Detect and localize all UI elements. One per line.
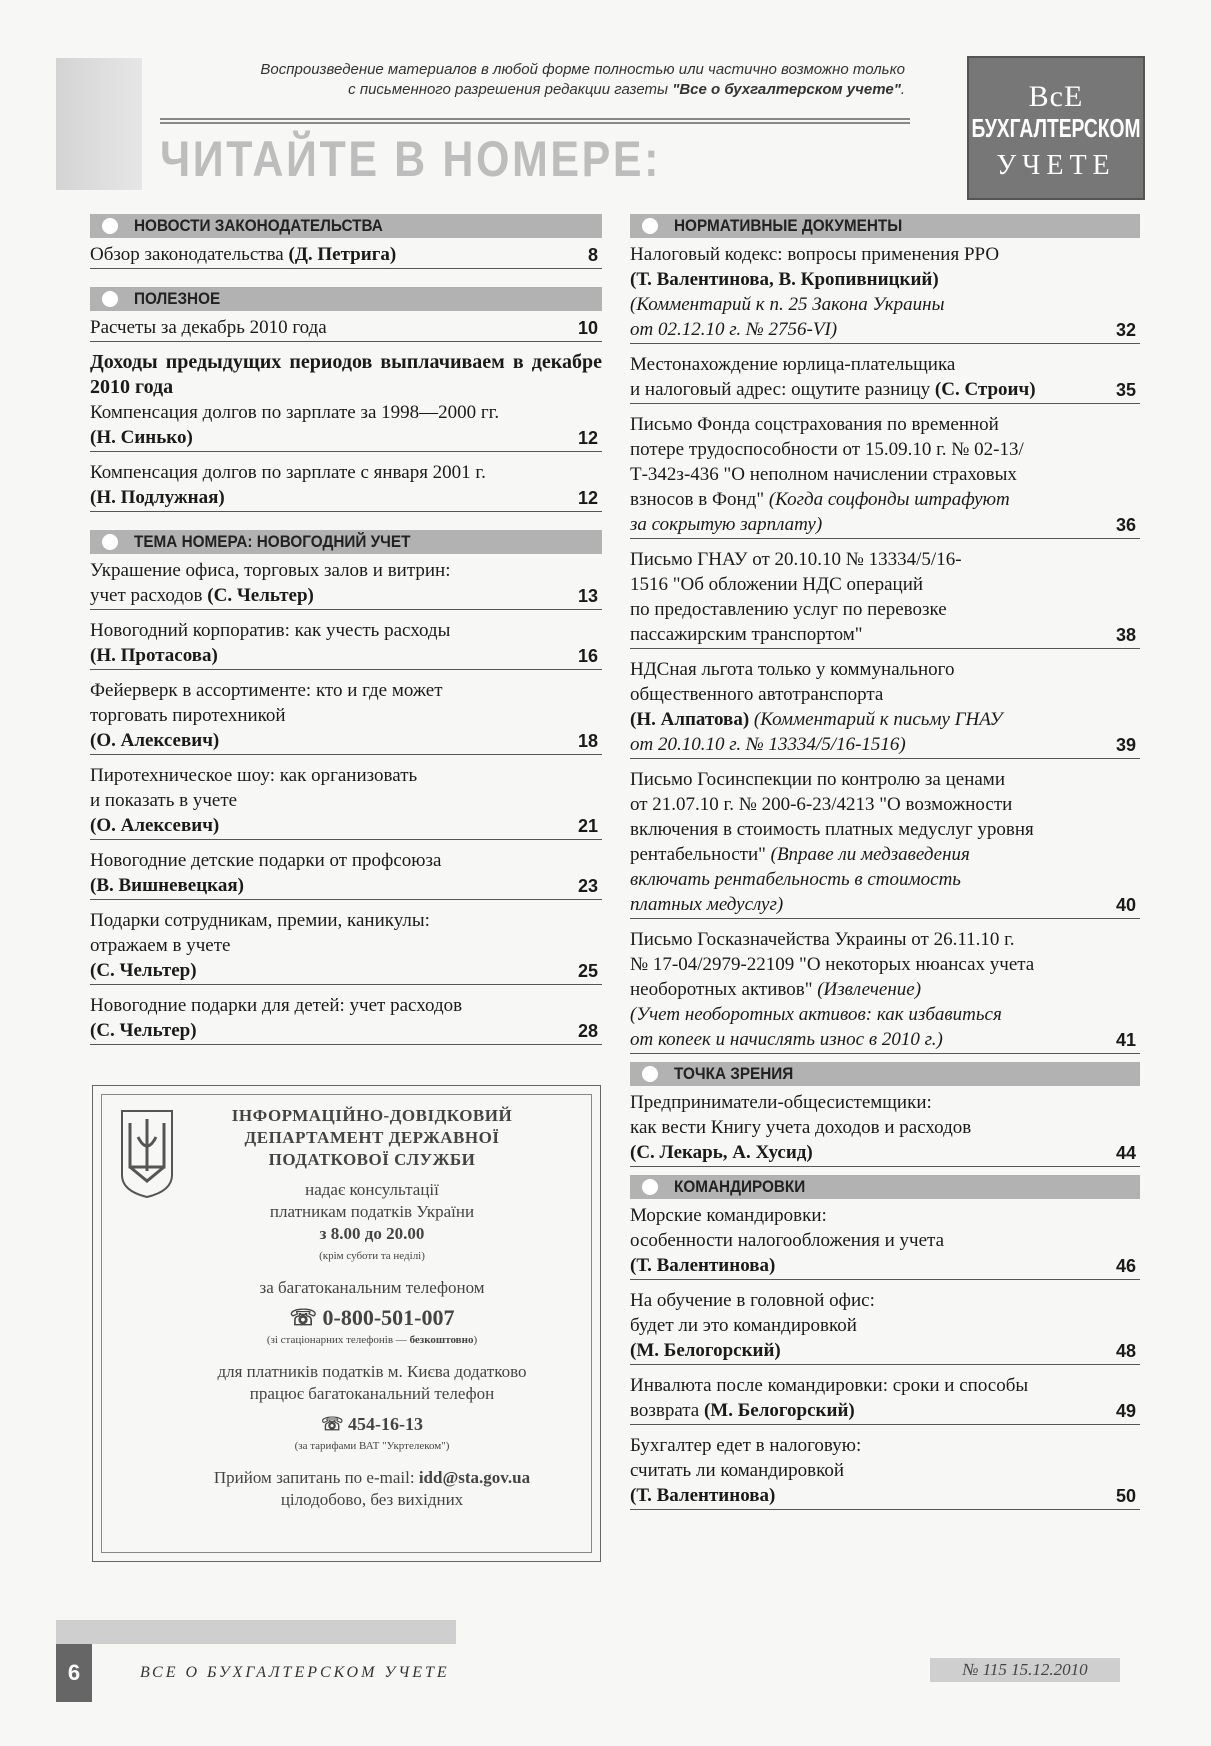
page-number: 13 xyxy=(577,586,598,606)
entry-title: необоротных активов" xyxy=(630,979,818,1000)
page-number: 21 xyxy=(577,816,598,836)
entry-author: (М. Белогорский) xyxy=(703,1400,855,1421)
section-header-trips xyxy=(630,1175,1140,1199)
toc-entry[interactable] xyxy=(630,657,1140,759)
entry-title: Расчеты за декабрь 2010 года xyxy=(90,317,327,338)
section-header-normative xyxy=(630,214,1140,238)
telephone-icon: ☏ xyxy=(289,1305,323,1330)
page-number: 48 xyxy=(1115,1341,1136,1361)
page-number: 10 xyxy=(577,318,598,338)
entry-title: включения в стоимость платных медуслуг уровня xyxy=(630,819,1034,840)
email-label: Прийом запитань по e-mail: xyxy=(213,1468,419,1487)
bullet-icon xyxy=(642,218,658,234)
info-line: надає консультації xyxy=(305,1180,439,1199)
entry-title: Налоговый кодекс: вопросы применения РРО xyxy=(630,244,1000,265)
entry-title: На обучение в головной офис: xyxy=(630,1290,875,1311)
footer-publication-name: ВСЕ О БУХГАЛТЕРСКОМ УЧЕТЕ xyxy=(140,1664,450,1681)
page-number: 46 xyxy=(1115,1256,1136,1276)
entry-author: (Т. Валентинова) xyxy=(630,1255,776,1276)
email-link[interactable]: idd@sta.gov.ua xyxy=(418,1468,531,1487)
section-header-newyear xyxy=(90,530,602,554)
info-except: (крім суботи та неділі) xyxy=(319,1250,425,1262)
entry-author: (Д. Петрига) xyxy=(288,244,397,265)
phone-1[interactable] xyxy=(202,1307,542,1329)
page-number: 28 xyxy=(577,1021,598,1041)
entry-title: Пиротехническое шоу: как организовать xyxy=(90,765,418,786)
footer-band xyxy=(56,1620,456,1644)
entry-title: от 21.07.10 г. № 200-6-23/4213 "О возможности xyxy=(630,794,1013,815)
phone-number: 454-16-13 xyxy=(348,1414,423,1434)
tax-service-info-box xyxy=(92,1085,601,1562)
phone-number: 0-800-501-007 xyxy=(322,1305,455,1330)
section-header-news xyxy=(90,214,602,238)
page-number: 12 xyxy=(577,428,598,448)
info-tariff: (за тарифами ВАТ "Укртелеком") xyxy=(294,1440,450,1452)
entry-title: Морские командировки: xyxy=(630,1205,827,1226)
toc-entry[interactable] xyxy=(630,1090,1140,1167)
free-bold: безкоштовно xyxy=(409,1334,474,1346)
toc-right-column xyxy=(630,214,1140,1518)
info-line: за багатоканальним телефоном xyxy=(259,1278,485,1297)
entry-author: (С. Лекарь, А. Хусид) xyxy=(630,1142,813,1163)
logo-top: ВсЕ xyxy=(1028,80,1084,113)
info-hours: з 8.00 до 20.00 xyxy=(319,1224,425,1243)
toc-entry[interactable] xyxy=(90,908,602,985)
ukraine-trident-icon xyxy=(120,1109,174,1199)
toc-entry[interactable] xyxy=(90,618,602,670)
info-line: для платників податків м. Києва додатково xyxy=(217,1362,527,1381)
entry-title: общественного автотранспорта xyxy=(630,684,884,705)
info-line: цілодобово, без вихідних xyxy=(280,1490,464,1509)
entry-title: НДСная льгота только у коммунального xyxy=(630,659,955,680)
logo-middle: БУХГАЛТЕРСКОМ xyxy=(971,113,1141,143)
section-title: НОВОСТИ ЗАКОНОДАТЕЛЬСТВА xyxy=(134,216,383,235)
info-heading-2: ДЕПАРТАМЕНТ ДЕРЖАВНОЇ xyxy=(244,1128,500,1147)
page-number: 39 xyxy=(1115,735,1136,755)
footer-page-number: 6 xyxy=(56,1644,92,1702)
toc-entry[interactable] xyxy=(630,767,1140,919)
bullet-icon xyxy=(642,1066,658,1082)
free-post: ) xyxy=(473,1334,478,1346)
header-rule xyxy=(160,118,910,124)
page-number: 12 xyxy=(577,488,598,508)
bullet-icon xyxy=(102,218,118,234)
entry-note: от 20.10.10 г. № 13334/5/16-1516) xyxy=(630,734,906,755)
entry-author: (Т. Валентинова) xyxy=(630,1485,776,1506)
entry-title: Бухгалтер едет в налоговую: xyxy=(630,1435,862,1456)
entry-title: Предприниматели-общесистемщики: xyxy=(630,1092,932,1113)
page-number: 35 xyxy=(1115,380,1136,400)
page-number: 44 xyxy=(1115,1143,1136,1163)
notice-end: . xyxy=(900,81,905,98)
page-number: 38 xyxy=(1115,625,1136,645)
toc-entry[interactable] xyxy=(90,400,602,452)
page-number: 23 xyxy=(577,876,598,896)
entry-title: как вести Книгу учета доходов и расходов xyxy=(630,1117,972,1138)
toc-left-column xyxy=(90,214,602,1053)
entry-title: Фейерверк в ассортименте: кто и где может xyxy=(90,680,443,701)
footer-issue: № 115 15.12.2010 xyxy=(930,1658,1120,1682)
notice-text: с письменного разрешения редакции газеты xyxy=(348,81,673,98)
toc-entry[interactable] xyxy=(90,242,602,269)
entry-title: торговать пиротехникой xyxy=(90,705,286,726)
entry-note: включать рентабельность в стоимость xyxy=(630,869,961,890)
entry-note: от 02.12.10 г. № 2756-VI) xyxy=(630,319,838,340)
toc-entry[interactable] xyxy=(630,1433,1140,1510)
entry-title: и налоговый адрес: ощутите разницу xyxy=(630,379,935,400)
toc-entry[interactable] xyxy=(630,412,1140,539)
header-decor-strip xyxy=(56,58,142,190)
info-email-line xyxy=(202,1467,542,1489)
section-title: ТЕМА НОМЕРА: НОВОГОДНИЙ УЧЕТ xyxy=(134,532,411,551)
section-header-viewpoint xyxy=(630,1062,1140,1086)
section-title: КОМАНДИРОВКИ xyxy=(674,1177,806,1196)
entry-note: (Когда соцфонды штрафуют xyxy=(768,489,1010,510)
entry-title: возврата xyxy=(630,1400,704,1421)
toc-entry[interactable] xyxy=(90,993,602,1045)
toc-entry[interactable] xyxy=(630,547,1140,649)
entry-note: (Комментарий к письму ГНАУ xyxy=(753,709,1003,730)
entry-title: Инвалюта после командировки: сроки и способы xyxy=(630,1375,1029,1396)
newspaper-logo xyxy=(967,56,1145,200)
toc-entry[interactable] xyxy=(90,763,602,840)
notice-line-2 xyxy=(160,80,905,100)
section-header-useful xyxy=(90,287,602,311)
entry-title: Обзор законодательства xyxy=(90,244,289,265)
entry-title: Украшение офиса, торговых залов и витрин: xyxy=(90,560,451,581)
toc-entry[interactable] xyxy=(90,678,602,755)
entry-title: Компенсация долгов по зарплате за 1998—2000 гг. xyxy=(90,402,500,423)
toc-entry[interactable] xyxy=(90,848,602,900)
newspaper-name: "Все о бухгалтерском учете" xyxy=(672,81,901,98)
entry-title: Подарки сотрудникам, премии, каникулы: xyxy=(90,910,430,931)
entry-title: пассажирским транспортом" xyxy=(630,624,863,645)
entry-title: Новогодний корпоратив: как учесть расходы xyxy=(90,620,451,641)
phone-2[interactable] xyxy=(202,1413,542,1435)
info-text xyxy=(202,1105,542,1511)
entry-author: (С. Чельтер) xyxy=(90,1020,197,1041)
section-title: ТОЧКА ЗРЕНИЯ xyxy=(674,1064,794,1083)
page-number: 32 xyxy=(1115,320,1136,340)
entry-title: 1516 "Об обложении НДС операций xyxy=(630,574,924,595)
entry-title: учет расходов xyxy=(90,585,208,606)
bullet-icon xyxy=(102,534,118,550)
page-number: 16 xyxy=(577,646,598,666)
entry-author: (М. Белогорский) xyxy=(630,1340,781,1361)
entry-author: (Н. Протасова) xyxy=(90,645,218,666)
page-title: ЧИТАЙТЕ В НОМЕРЕ: xyxy=(160,131,662,187)
toc-entry[interactable] xyxy=(630,1203,1140,1280)
toc-entry[interactable] xyxy=(630,1288,1140,1365)
info-line: працює багатоканальний телефон xyxy=(249,1384,495,1403)
entry-title: Новогодние детские подарки от профсоюза xyxy=(90,850,442,871)
copyright-notice xyxy=(160,60,905,100)
toc-entry[interactable] xyxy=(90,460,602,512)
entry-title: рентабельности" xyxy=(630,844,771,865)
entry-title: считать ли командировкой xyxy=(630,1460,845,1481)
section-title: НОРМАТИВНЫЕ ДОКУМЕНТЫ xyxy=(674,216,903,235)
logo-bottom: УЧЕТЕ xyxy=(996,150,1116,181)
page-number: 18 xyxy=(577,731,598,751)
toc-entry[interactable] xyxy=(630,242,1140,344)
info-line: платникам податків України xyxy=(269,1202,475,1221)
bullet-icon xyxy=(102,291,118,307)
entry-author: (С. Строич) xyxy=(934,379,1036,400)
entry-author: (Н. Алпатова) xyxy=(630,709,754,730)
page-number: 25 xyxy=(577,961,598,981)
entry-author: (В. Вишневецкая) xyxy=(90,875,244,896)
page-number: 41 xyxy=(1115,1030,1136,1050)
entry-title: особенности налогообложения и учета xyxy=(630,1230,945,1251)
entry-title: отражаем в учете xyxy=(90,935,231,956)
toc-entry[interactable] xyxy=(630,927,1140,1054)
page-number: 8 xyxy=(587,245,598,265)
entry-note: (Извлечение) xyxy=(817,979,922,1000)
entry-note: (Комментарий к п. 25 Закона Украины xyxy=(630,294,945,315)
info-free xyxy=(202,1329,542,1351)
entry-title: Компенсация долгов по зарплате с января 2001 г. xyxy=(90,462,486,483)
entry-note: платных медуслуг) xyxy=(630,894,784,915)
entry-title: и показать в учете xyxy=(90,790,238,811)
free-pre: (зі стаціонарних телефонів — xyxy=(266,1334,410,1346)
entry-title: Письмо Госинспекции по контролю за ценами xyxy=(630,769,1005,790)
entry-title: по предоставлению услуг по перевозке xyxy=(630,599,947,620)
toc-entry[interactable] xyxy=(90,315,602,342)
entry-title: Письмо Госказначейства Украины от 26.11.10 г. xyxy=(630,929,1015,950)
toc-entry[interactable] xyxy=(630,1373,1140,1425)
page-number: 50 xyxy=(1115,1486,1136,1506)
entry-author: (С. Чельтер) xyxy=(207,585,314,606)
entry-note: за сокрытую зарплату) xyxy=(630,514,823,535)
entry-note: (Учет необоротных активов: как избавиться xyxy=(630,1004,1002,1025)
bullet-icon xyxy=(642,1179,658,1195)
entry-title: взносов в Фонд" xyxy=(630,489,769,510)
entry-author: (Н. Подлужная) xyxy=(90,487,225,508)
toc-entry[interactable] xyxy=(630,352,1140,404)
notice-line-1: Воспроизведение материалов в любой форме полностью или частично возможно только xyxy=(260,61,905,78)
entry-note: от копеек и начислять износ в 2010 г.) xyxy=(630,1029,943,1050)
entry-title: будет ли это командировкой xyxy=(630,1315,857,1336)
telephone-icon: ☏ xyxy=(320,1414,348,1434)
lead-heading: Доходы предыдущих периодов выплачиваем в декабре 2010 года xyxy=(90,351,602,398)
entry-title: Новогодние подарки для детей: учет расходов xyxy=(90,995,463,1016)
entry-author: (О. Алексевич) xyxy=(90,730,220,751)
info-heading-3: ПОДАТКОВОЇ СЛУЖБИ xyxy=(268,1150,476,1169)
entry-note: (Вправе ли медзаведения xyxy=(770,844,970,865)
entry-author: (Н. Синько) xyxy=(90,427,193,448)
entry-author: (С. Чельтер) xyxy=(90,960,197,981)
entry-author: (Т. Валентинова, В. Кропивницкий) xyxy=(630,269,939,290)
entry-title: Письмо ГНАУ от 20.10.10 № 13334/5/16- xyxy=(630,549,962,570)
entry-title: № 17-04/2979-22109 "О некоторых нюансах учета xyxy=(630,954,1035,975)
entry-title: Письмо Фонда соцстрахования по временной xyxy=(630,414,999,435)
entry-title: Местонахождение юрлица-плательщика xyxy=(630,354,956,375)
entry-author: (О. Алексевич) xyxy=(90,815,220,836)
entry-title: Т-342з-436 "О неполном начислении страховых xyxy=(630,464,1017,485)
page-number: 49 xyxy=(1115,1401,1136,1421)
entry-title: потере трудоспособности от 15.09.10 г. № 02-13/ xyxy=(630,439,1024,460)
section-title: ПОЛЕЗНОЕ xyxy=(134,289,221,308)
page-number: 40 xyxy=(1115,895,1136,915)
info-heading-1: ІНФОРМАЦІЙНО-ДОВІДКОВИЙ xyxy=(231,1106,513,1125)
toc-entry[interactable] xyxy=(90,558,602,610)
page-number: 36 xyxy=(1115,515,1136,535)
